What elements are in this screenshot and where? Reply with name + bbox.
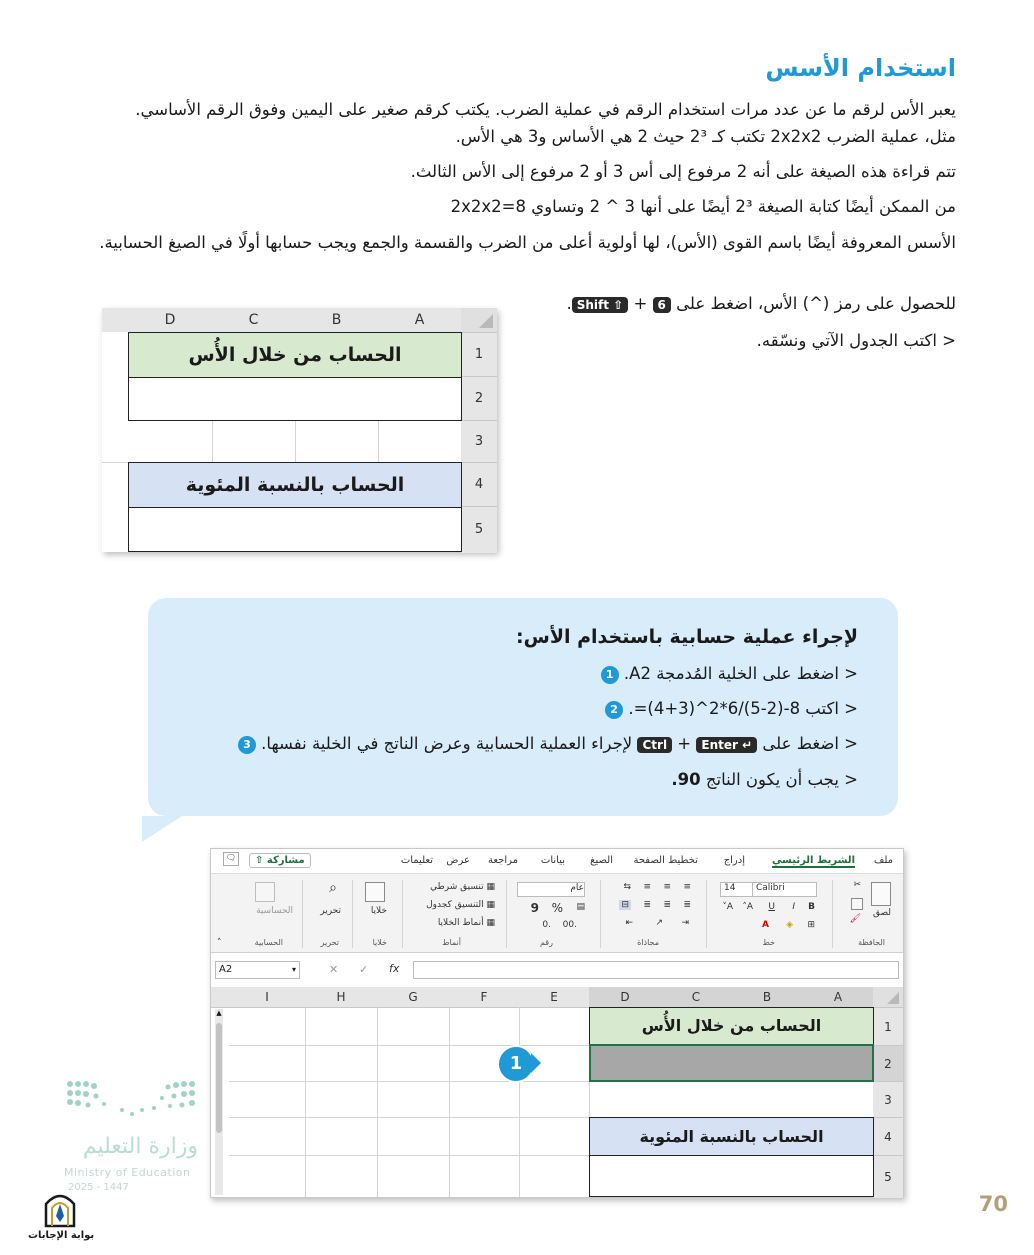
name-box-dropdown-icon: ▾ — [291, 965, 296, 974]
instruction-box — [148, 598, 898, 816]
ministry-year: 2025 - 1447 — [68, 1182, 129, 1193]
paragraph-4: من الممكن أيضًا كتابة الصيغة 2³ أيضًا على أنها 3 ^ 2 وتساوي 8=2x2x2 — [450, 197, 956, 216]
paragraph-5: الأسس المعروفة أيضًا باسم القوى (الأس)، لها أولوية أعلى من الضرب والقسمة والجمع ويجب حسابها أولًا في الصيغ الحسابية. — [99, 233, 956, 252]
corner-spacer — [102, 308, 129, 332]
ribbon-separator — [832, 880, 833, 948]
cell-styles-icon: ▦ — [483, 918, 495, 928]
key-enter: Enter ↵ — [696, 737, 757, 753]
row-2: 2 — [461, 376, 497, 421]
select-all-corner[interactable] — [873, 987, 903, 1007]
indent-icon[interactable]: ⇥ — [681, 918, 689, 928]
step-4-text: < يجب أن يكون الناتج — [705, 770, 858, 789]
row-1: 1 — [461, 332, 497, 377]
merged-cell-a2-selected[interactable] — [589, 1044, 874, 1082]
excel-window — [210, 848, 904, 1198]
fill-color-icon[interactable]: ◈ — [786, 920, 793, 930]
row-4[interactable]: 4 — [873, 1117, 903, 1156]
ministry-name-en: Ministry of Education — [64, 1166, 191, 1179]
col-a[interactable]: A — [803, 987, 874, 1007]
col-e[interactable]: E — [519, 987, 590, 1007]
paragraph-2: مثل، عملية الضرب 2x2x2 تكتب كـ 2³ حيث 2 هي الأساس و3 هي الأس. — [455, 127, 956, 146]
paragraph-1: يعبر الأس لرقم ما عن عدد مرات استخدام الرقم في عملية الضرب. يكتب كرقم صغير على اليمين وفوق الرقم الأساسي. — [135, 100, 956, 119]
name-box-value: A2 — [219, 964, 233, 975]
ribbon-separator — [506, 880, 507, 948]
analysis-label: الحساسية — [256, 906, 293, 916]
align-center-icon[interactable]: ≣ — [663, 900, 671, 910]
italic-icon[interactable]: I — [792, 902, 795, 912]
tab-formulas[interactable]: الصيغ — [590, 855, 613, 866]
comments-icon[interactable]: 🗨 — [223, 852, 239, 866]
col-a: A — [378, 308, 462, 332]
paragraph-7: < اكتب الجدول الآتي ونسّقه. — [756, 331, 956, 350]
merged-cell-a1[interactable]: الحساب من خلال الأُس — [589, 1007, 874, 1045]
conditional-formatting-button[interactable] — [430, 882, 495, 892]
col-d[interactable]: D — [589, 987, 662, 1007]
row-4: 4 — [461, 462, 497, 507]
col-g[interactable]: G — [377, 987, 450, 1007]
align-right-icon[interactable]: ≣ — [683, 900, 691, 910]
step-1-badge: 1 — [601, 666, 619, 684]
gridline — [305, 1007, 306, 1197]
col-b: B — [295, 308, 379, 332]
col-c: C — [212, 308, 296, 332]
tab-file[interactable]: ملف — [873, 855, 893, 866]
font-name-select[interactable]: Calibri — [752, 882, 817, 897]
collapse-ribbon-icon[interactable]: ˄ — [217, 938, 222, 948]
share-label: مشاركة — [266, 855, 305, 866]
gridline — [295, 420, 296, 462]
key-shift: Shift ⇧ — [572, 297, 629, 313]
row-1[interactable]: 1 — [873, 1007, 903, 1046]
format-table-icon: ▦ — [483, 900, 495, 910]
find-icon[interactable]: ⌕ — [329, 880, 337, 896]
cell-styles-label: أنماط الخلايا — [437, 918, 484, 928]
paragraph-6-text: للحصول على رمز (^) الأس، اضغط على — [676, 294, 956, 313]
borders-icon[interactable]: ⊞ — [807, 920, 815, 930]
col-c[interactable]: C — [661, 987, 732, 1007]
tab-data[interactable]: بيانات — [540, 855, 565, 866]
group-number: رقم — [539, 938, 553, 947]
worksheet-grid — [211, 987, 903, 1197]
share-button[interactable] — [249, 853, 311, 868]
wrap-text-icon[interactable]: ⇆ — [623, 882, 631, 892]
instruction-step-2 — [605, 699, 858, 719]
instruction-heading: لإجراء عملية حسابية باستخدام الأس: — [516, 626, 858, 648]
align-left-icon[interactable]: ≣ — [643, 900, 651, 910]
outdent-icon[interactable]: ⇤ — [625, 918, 633, 928]
gridline — [377, 1007, 378, 1197]
underline-icon[interactable]: U — [768, 902, 775, 912]
instruction-step-1 — [601, 664, 858, 684]
ribbon-separator — [402, 880, 403, 948]
page-number: 70 — [978, 1192, 1008, 1216]
key-ctrl: Ctrl — [637, 737, 672, 753]
sample-spreadsheet — [102, 308, 497, 552]
tab-review[interactable]: مراجعة — [487, 855, 518, 866]
shrink-font-icon[interactable]: A˅ — [722, 902, 733, 912]
merged-cell-a1: الحساب من خلال الأُس — [128, 332, 462, 378]
conditional-formatting-label: تنسيق شرطي — [430, 882, 484, 892]
paste-label: لصق — [872, 908, 891, 918]
ministry-logo — [62, 1078, 202, 1198]
name-box[interactable] — [215, 961, 300, 979]
row-5[interactable]: 5 — [873, 1155, 903, 1198]
paste-icon[interactable] — [871, 882, 891, 906]
group-cells: خلايا — [372, 938, 387, 947]
ministry-dots-icon — [62, 1078, 202, 1128]
tab-page-layout[interactable]: تخطيط الصفحة — [633, 855, 698, 866]
step-2-text: < اكتب 8-(2-5)/6*2^(3+4)=. — [628, 699, 858, 718]
align-bottom-icon[interactable]: ≡ — [643, 882, 651, 892]
conditional-formatting-icon: ▦ — [483, 882, 495, 892]
row-3[interactable]: 3 — [873, 1081, 903, 1118]
gridline — [378, 420, 379, 462]
format-as-table-label: التنسيق كجدول — [426, 900, 484, 910]
ribbon-separator — [302, 880, 303, 948]
font-size-select[interactable]: 14 — [720, 882, 753, 897]
gridline — [519, 1007, 520, 1197]
font-color-icon[interactable]: A — [762, 920, 769, 930]
group-editing: تحرير — [320, 938, 339, 947]
scroll-thumb[interactable] — [216, 1023, 222, 1133]
key-6: 6 — [653, 297, 671, 313]
site-logo-icon — [40, 1186, 80, 1226]
corner-triangle-icon — [887, 992, 899, 1004]
grow-font-icon[interactable]: A˄ — [742, 902, 753, 912]
merge-center-icon[interactable]: ⊟ — [621, 900, 629, 910]
tab-view[interactable]: عرض — [446, 855, 470, 866]
step-3-text-a: < اضغط على — [762, 734, 858, 753]
scroll-up-icon[interactable]: ▲ — [216, 1009, 222, 1017]
ministry-name-ar: وزارة التعليم — [82, 1134, 198, 1159]
align-middle-icon[interactable]: ≡ — [663, 882, 671, 892]
cells-icon[interactable] — [365, 882, 385, 902]
row-5: 5 — [461, 506, 497, 553]
tab-insert[interactable]: إدراج — [723, 855, 745, 866]
merged-cell-a4: الحساب بالنسبة المئوية — [128, 462, 462, 508]
select-all-corner — [461, 308, 497, 332]
analyze-data-icon[interactable] — [255, 882, 275, 902]
group-alignment: محاذاة — [637, 938, 659, 947]
orientation-icon[interactable]: ↗ — [655, 918, 663, 928]
confirm-entry-icon[interactable]: ✓ — [359, 963, 369, 976]
group-styles: أنماط — [442, 938, 461, 947]
site-name: بوابة الإجابات — [28, 1230, 95, 1241]
row-3: 3 — [461, 420, 497, 463]
col-h[interactable]: H — [305, 987, 378, 1007]
merged-cell-a4[interactable]: الحساب بالنسبة المئوية — [589, 1117, 874, 1156]
comma-icon[interactable]: 9 — [530, 901, 539, 915]
vertical-scrollbar[interactable] — [215, 1009, 223, 1195]
step-3-badge: 3 — [238, 736, 256, 754]
share-icon: ⇧ — [255, 855, 264, 866]
format-as-table-button[interactable] — [426, 900, 495, 910]
edit-label: تحرير — [320, 906, 341, 916]
cancel-entry-icon[interactable]: ✕ — [329, 963, 339, 976]
paragraph-6: للحصول على رمز (^) الأس، اضغط على 6 + Shift ⇧. — [566, 294, 956, 313]
bold-icon[interactable]: B — [808, 902, 815, 912]
cut-icon[interactable]: ✂ — [853, 880, 861, 890]
corner-triangle-icon — [479, 314, 493, 328]
row-2[interactable]: 2 — [873, 1045, 903, 1082]
ribbon-separator — [600, 880, 601, 948]
col-d: D — [128, 308, 213, 332]
ribbon-separator — [352, 880, 353, 948]
col-b[interactable]: B — [731, 987, 804, 1007]
accounting-icon[interactable]: ▤ — [576, 902, 585, 912]
formula-input[interactable] — [413, 961, 899, 979]
copy-icon[interactable] — [851, 898, 863, 910]
callout-tail — [142, 816, 182, 842]
gridline — [449, 1007, 450, 1197]
cells-label: خلايا — [370, 906, 387, 916]
merged-cell-a2 — [128, 377, 462, 421]
group-analysis: الحسابية — [254, 938, 283, 947]
number-format-select[interactable]: عام — [517, 882, 585, 897]
col-i[interactable]: I — [229, 987, 306, 1007]
step-4-result: 90. — [671, 770, 701, 789]
cell-styles-button[interactable] — [438, 918, 495, 928]
align-top-icon[interactable]: ≡ — [683, 882, 691, 892]
instruction-step-3: < اضغط على Enter ↵ + Ctrl لإجراء العملية الحسابية وعرض الناتج في الخلية نفسها. 3 — [238, 734, 858, 754]
format-painter-icon[interactable]: 🖌 — [849, 914, 861, 924]
ribbon — [211, 873, 903, 953]
paragraph-3: تتم قراءة هذه الصيغة على أنه 2 مرفوع إلى أس 3 أو 2 مرفوع إلى الأس الثالث. — [410, 162, 956, 181]
merged-cell-a5 — [128, 507, 462, 552]
group-font: خط — [762, 938, 775, 947]
callout-badge: 1 — [497, 1045, 535, 1083]
callout-arrow-icon — [531, 1053, 541, 1073]
tab-help[interactable]: تعليمات — [400, 855, 433, 866]
section-title: استخدام الأسس — [765, 54, 956, 82]
increase-decimal-icon[interactable]: .00 — [562, 920, 577, 930]
step-1-text: < اضغط على الخلية المُدمجة A2. — [623, 664, 858, 683]
step-3-text-b: لإجراء العملية الحسابية وعرض الناتج في الخلية نفسها. — [261, 734, 633, 753]
instruction-step-4 — [671, 770, 858, 789]
step-2-badge: 2 — [605, 701, 623, 719]
col-f[interactable]: F — [449, 987, 520, 1007]
decrease-decimal-icon[interactable]: .0 — [542, 920, 551, 930]
gridline — [212, 420, 213, 462]
merged-cell-a5[interactable] — [589, 1155, 874, 1197]
percent-icon[interactable]: % — [551, 901, 563, 915]
ribbon-separator — [706, 880, 707, 948]
insert-function-icon[interactable]: fx — [389, 962, 400, 975]
tab-home[interactable]: الشريط الرئيسي — [771, 855, 855, 866]
group-clipboard: الحافظة — [858, 938, 885, 947]
